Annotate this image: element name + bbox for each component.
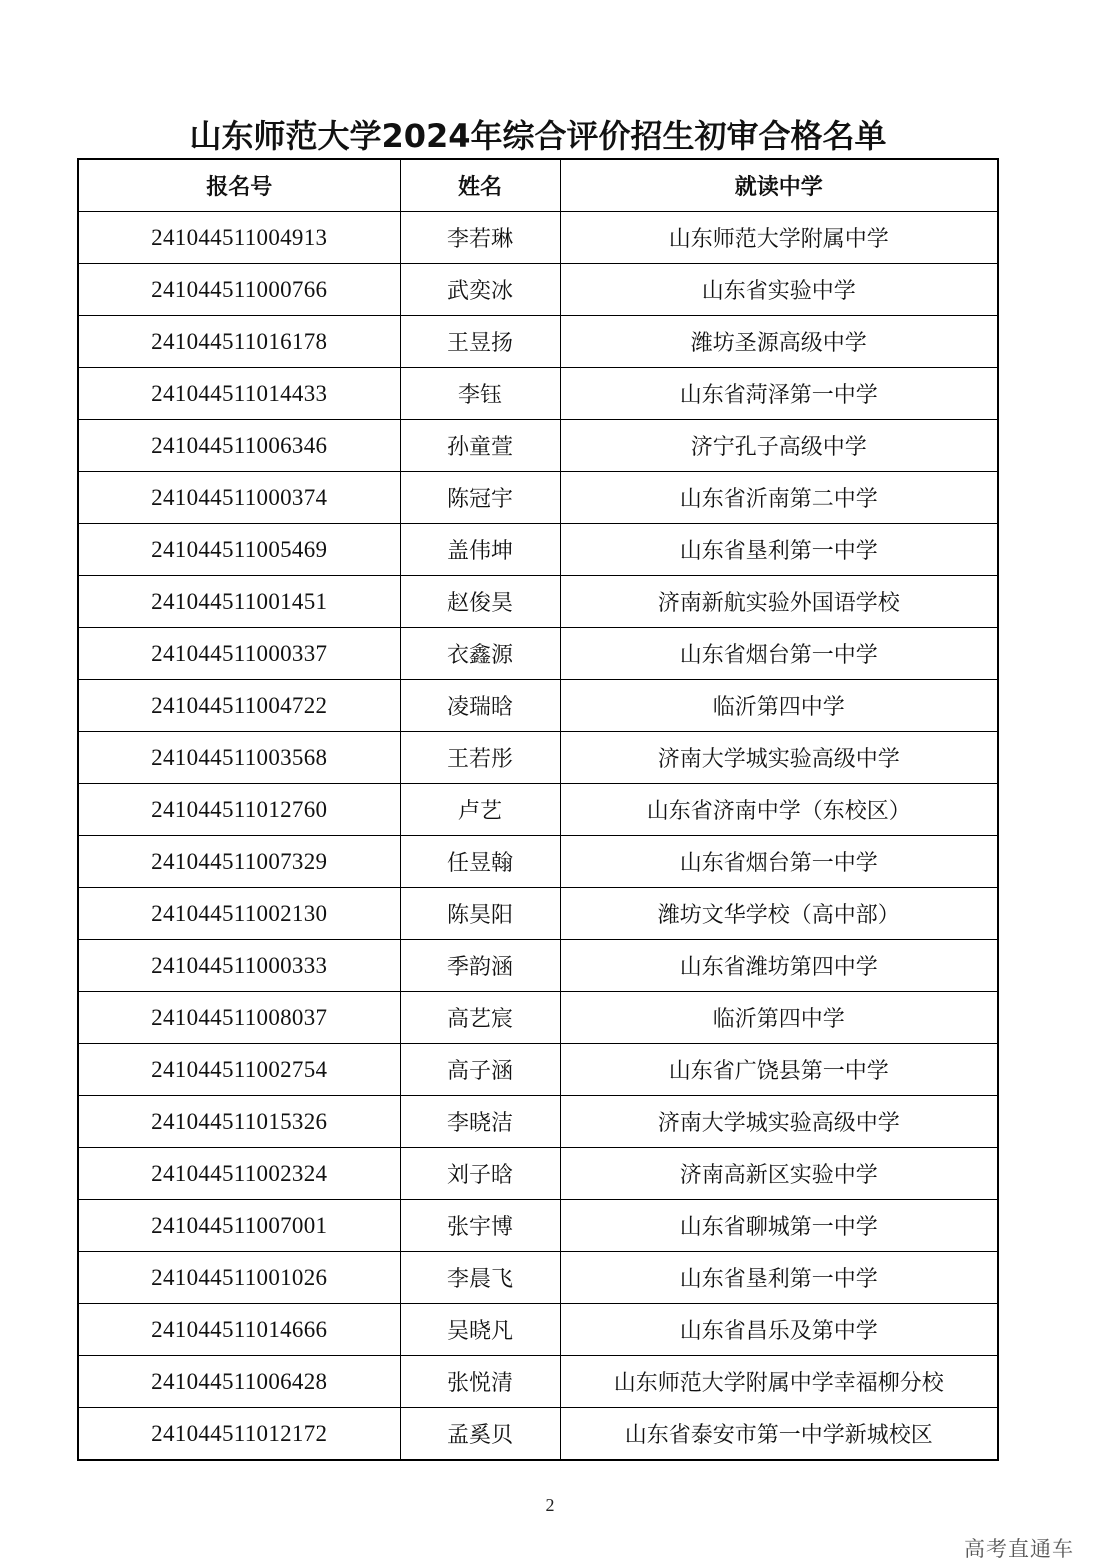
school-name-cell: 山东省济南中学（东校区） xyxy=(560,784,998,836)
table-row xyxy=(78,524,998,576)
school-name-cell: 山东省实验中学 xyxy=(560,264,998,316)
student-name-cell: 李钰 xyxy=(400,368,560,420)
school-name-cell: 山东省广饶县第一中学 xyxy=(560,1044,998,1096)
registration-number-cell: 241044511007001 xyxy=(78,1200,400,1252)
registration-number-cell: 241044511005469 xyxy=(78,524,400,576)
student-name-cell: 季韵涵 xyxy=(400,940,560,992)
student-name-cell: 陈冠宇 xyxy=(400,472,560,524)
table-row xyxy=(78,1148,998,1200)
school-name-cell: 山东省烟台第一中学 xyxy=(560,628,998,680)
student-name-cell: 高艺宸 xyxy=(400,992,560,1044)
registration-number-cell: 241044511012760 xyxy=(78,784,400,836)
table-row xyxy=(78,1096,998,1148)
table-row xyxy=(78,1200,998,1252)
table-row xyxy=(78,212,998,264)
student-name-cell: 凌瑞晗 xyxy=(400,680,560,732)
table-row xyxy=(78,316,998,368)
registration-number-cell: 241044511006346 xyxy=(78,420,400,472)
registration-number-cell: 241044511003568 xyxy=(78,732,400,784)
school-name-cell: 山东师范大学附属中学 xyxy=(560,212,998,264)
school-name-cell: 山东省潍坊第四中学 xyxy=(560,940,998,992)
registration-number-cell: 241044511002324 xyxy=(78,1148,400,1200)
registration-number-cell: 241044511008037 xyxy=(78,992,400,1044)
table-row xyxy=(78,732,998,784)
student-name-cell: 衣鑫源 xyxy=(400,628,560,680)
registration-number-cell: 241044511002130 xyxy=(78,888,400,940)
table-row xyxy=(78,628,998,680)
table-row xyxy=(78,992,998,1044)
school-name-cell: 济南大学城实验高级中学 xyxy=(560,732,998,784)
school-name-cell: 山东省垦利第一中学 xyxy=(560,524,998,576)
school-name-cell: 济南大学城实验高级中学 xyxy=(560,1096,998,1148)
school-name-cell: 山东省泰安市第一中学新城校区 xyxy=(560,1408,998,1461)
student-name-cell: 赵俊昊 xyxy=(400,576,560,628)
student-name-cell: 李晓洁 xyxy=(400,1096,560,1148)
student-name-cell: 高子涵 xyxy=(400,1044,560,1096)
student-name-cell: 卢艺 xyxy=(400,784,560,836)
table-row xyxy=(78,1304,998,1356)
student-name-cell: 张悦清 xyxy=(400,1356,560,1408)
watermark: 高考直通车 xyxy=(964,1537,1074,1561)
school-name-cell: 济南新航实验外国语学校 xyxy=(560,576,998,628)
student-name-cell: 孟奚贝 xyxy=(400,1408,560,1461)
table-row xyxy=(78,680,998,732)
registration-number-cell: 241044511016178 xyxy=(78,316,400,368)
document-title: 山东师范大学2024年综合评价招生初审合格名单 xyxy=(189,117,887,155)
student-name-cell: 李晨飞 xyxy=(400,1252,560,1304)
student-name-cell: 陈昊阳 xyxy=(400,888,560,940)
school-name-cell: 山东省菏泽第一中学 xyxy=(560,368,998,420)
student-name-cell: 张宇博 xyxy=(400,1200,560,1252)
school-name-cell: 临沂第四中学 xyxy=(560,992,998,1044)
table-row xyxy=(78,368,998,420)
registration-number-cell: 241044511001451 xyxy=(78,576,400,628)
school-name-cell: 潍坊圣源高级中学 xyxy=(560,316,998,368)
table-row xyxy=(78,576,998,628)
school-name-cell: 山东省沂南第二中学 xyxy=(560,472,998,524)
page-number: 2 xyxy=(545,1495,555,1515)
table-row xyxy=(78,472,998,524)
registration-number-cell: 241044511000337 xyxy=(78,628,400,680)
column-header-name: 姓名 xyxy=(400,159,560,212)
registration-number-cell: 241044511000374 xyxy=(78,472,400,524)
table-row xyxy=(78,1252,998,1304)
table-row xyxy=(78,420,998,472)
admission-list-table xyxy=(77,158,999,1461)
student-name-cell: 任昱翰 xyxy=(400,836,560,888)
registration-number-cell: 241044511004722 xyxy=(78,680,400,732)
registration-number-cell: 241044511000766 xyxy=(78,264,400,316)
student-name-cell: 王昱扬 xyxy=(400,316,560,368)
school-name-cell: 临沂第四中学 xyxy=(560,680,998,732)
registration-number-cell: 241044511012172 xyxy=(78,1408,400,1461)
registration-number-cell: 241044511000333 xyxy=(78,940,400,992)
table-header-row xyxy=(78,159,998,212)
registration-number-cell: 241044511004913 xyxy=(78,212,400,264)
student-name-cell: 吴晓凡 xyxy=(400,1304,560,1356)
student-name-cell: 武奕冰 xyxy=(400,264,560,316)
school-name-cell: 济南高新区实验中学 xyxy=(560,1148,998,1200)
school-name-cell: 济宁孔子高级中学 xyxy=(560,420,998,472)
table-row xyxy=(78,264,998,316)
registration-number-cell: 241044511014433 xyxy=(78,368,400,420)
student-name-cell: 李若琳 xyxy=(400,212,560,264)
registration-number-cell: 241044511001026 xyxy=(78,1252,400,1304)
table-row xyxy=(78,784,998,836)
registration-number-cell: 241044511007329 xyxy=(78,836,400,888)
table-body xyxy=(78,212,998,1461)
registration-number-cell: 241044511014666 xyxy=(78,1304,400,1356)
table-row xyxy=(78,1356,998,1408)
student-name-cell: 王若彤 xyxy=(400,732,560,784)
registration-number-cell: 241044511015326 xyxy=(78,1096,400,1148)
student-name-cell: 盖伟坤 xyxy=(400,524,560,576)
school-name-cell: 潍坊文华学校（高中部） xyxy=(560,888,998,940)
column-header-school: 就读中学 xyxy=(560,159,998,212)
column-header-registration-number: 报名号 xyxy=(78,159,400,212)
student-name-cell: 刘子晗 xyxy=(400,1148,560,1200)
registration-number-cell: 241044511002754 xyxy=(78,1044,400,1096)
table-row xyxy=(78,1408,998,1461)
registration-number-cell: 241044511006428 xyxy=(78,1356,400,1408)
school-name-cell: 山东省烟台第一中学 xyxy=(560,836,998,888)
school-name-cell: 山东省昌乐及第中学 xyxy=(560,1304,998,1356)
student-name-cell: 孙童萱 xyxy=(400,420,560,472)
school-name-cell: 山东省聊城第一中学 xyxy=(560,1200,998,1252)
table-row xyxy=(78,1044,998,1096)
school-name-cell: 山东省垦利第一中学 xyxy=(560,1252,998,1304)
table-row xyxy=(78,888,998,940)
table-row xyxy=(78,836,998,888)
school-name-cell: 山东师范大学附属中学幸福柳分校 xyxy=(560,1356,998,1408)
table-row xyxy=(78,940,998,992)
